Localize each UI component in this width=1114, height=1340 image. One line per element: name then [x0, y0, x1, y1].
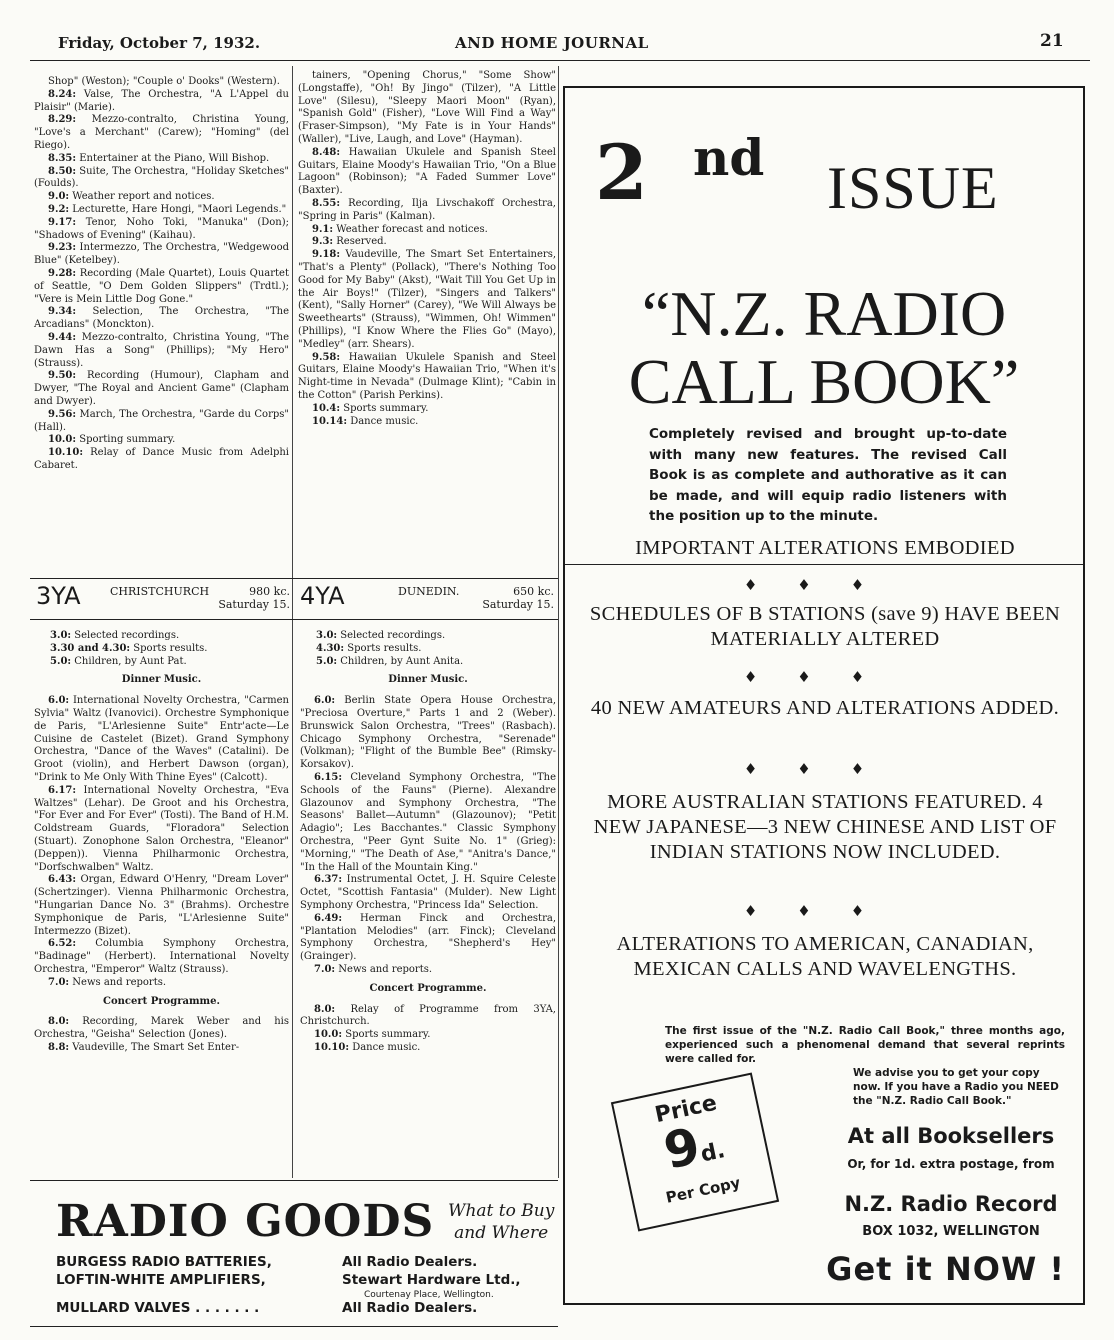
programme-time: 9.50: [48, 370, 77, 382]
programme-text: Intermezzo, The Orchestra, "Wedgewood Blue" (Ketelbey). [34, 242, 289, 267]
journal-title: AND HOME JOURNAL [455, 34, 649, 52]
demand-note: The first issue of the "N.Z. Radio Call Book," three months ago, experienced such a phenomenal demand that several reprints were called for. [665, 1025, 1065, 1065]
dinner-heading: Dinner Music. [121, 674, 202, 686]
programme-text: Weather report and notices. [72, 191, 215, 203]
programme-text: Columbia Symphony Orchestra, "Badinage" (Herbert). International Novelty Orchestra, "Emperor" Waltz (Strauss). [34, 938, 289, 975]
programme-entry [34, 785, 289, 875]
programme-time: 9.3: [312, 236, 334, 248]
programme-time: 8.55: [312, 197, 341, 209]
get-it-now: Get it NOW ! [826, 1250, 1065, 1288]
programme-entry [50, 656, 289, 669]
programme-time: 4.30: [316, 642, 345, 654]
product-loftin-white: LOFTIN-WHITE AMPLIFIERS, [56, 1272, 266, 1288]
programme-entry [316, 630, 556, 643]
programme-time: 8.29: [48, 114, 77, 126]
programme-entry [34, 204, 289, 217]
price-unit: d. [698, 1138, 728, 1168]
column-divider-right [558, 66, 559, 1178]
programme-time: 6.0: [48, 695, 70, 707]
amateurs-text: 40 NEW AMATEURS AND ALTERATIONS ADDED. [590, 697, 1060, 719]
page-number: 21 [1040, 31, 1064, 51]
programme-entry [300, 695, 556, 772]
programme-text: Recording, Marek Weber and his Orchestra, "Geisha" Selection (Jones). [34, 1016, 289, 1041]
programme-text: March, The Orchestra, "Garde du Corps" (Hall). [34, 408, 289, 433]
programme-text: Hawaiian Ukulele Spanish and Steel Guitars, Elaine Moody's Hawaiian Trio, "When it's Night-time in Nevada" (Dulmage Klint); "Cabin in the Cotton" (Parish Perkins). [298, 351, 556, 401]
programme-entry [34, 306, 289, 332]
programme-time: 6.37: [314, 874, 343, 886]
programme-time: 10.0: [314, 1029, 343, 1041]
station-day: Saturday 15. [482, 598, 554, 611]
programme-text: Recording (Humour), Clapham and Dwyer, "The Royal and Ancient Game" (Clapham and Dwyer). [34, 370, 290, 407]
programme-text: Children, by Aunt Anita. [340, 655, 464, 667]
programme-text: Lecturette, Hare Hongi, "Maori Legends." [72, 203, 287, 215]
programme-entry [300, 1029, 556, 1042]
product-burgess: BURGESS RADIO BATTERIES, [56, 1254, 272, 1270]
programme-text: Children, by Aunt Pat. [74, 655, 187, 667]
programme-entry [300, 1042, 556, 1055]
programme-entry [34, 447, 289, 473]
programme-time: 9.56: [48, 408, 77, 420]
station-city: DUNEDIN. [398, 585, 460, 598]
programme-entry [298, 147, 556, 198]
programme-entry [34, 242, 289, 268]
programme-time: 3.0: [316, 630, 338, 641]
programme-text: Selection, The Orchestra, "The Arcadians" (Monckton). [34, 306, 289, 331]
programme-time: 8.8: [48, 1041, 70, 1053]
programme-text: News and reports. [72, 976, 167, 988]
station-frequency: 650 kc. [513, 585, 554, 598]
programme-text: tainers, "Opening Chorus," "Some Show" (Longstaffe), "Oh! By Jingo" (Tilzer), "A Little Love" (Silesu), "Sleepy Maori Moon" (Ryan), "Spanish Gold" (Fisher), "Love Will Find a Way" (Fraser-Simpson), "My Fate is in Your Hands" (Waller), "Live, Laugh, and Love" (Hayman). [298, 70, 556, 145]
programme-text: Berlin State Opera House Orchestra, "Preciosa Overture," Parts 1 and 2 (Weber). Brunswick Salon Orchestra, "Trees" (Rasbach). Chicago Symphony Orchestra, "Serenade" (Volkman); "Flight of the Bumble Bee" (Rimsky-Korsakov). [300, 695, 556, 771]
programme-text: Selected recordings. [340, 630, 446, 641]
programme-text: Selected recordings. [74, 630, 180, 641]
programme-text: Herman Finck and Orchestra, "Plantation Melodies" (arr. Finck); Cleveland Symphony Orchestra, "Shepherd's Hey" (Grainger). [300, 912, 556, 963]
station-4ya-heading [300, 582, 556, 612]
programme-text: Reserved. [336, 236, 387, 248]
programme-time: 9.1: [312, 223, 334, 235]
programme-text: Mezzo-contralto, Christina Young, "Love's a Merchant" (Carew); "Homing" (del Riego). [34, 114, 289, 151]
schedules-text: SCHEDULES OF B STATIONS (save 9) HAVE BEEN MATERIALLY ALTERED [589, 603, 1061, 650]
programme-text: Recording (Male Quartet), Louis Quartet of Seattle, "O Dem Golden Slippers" (Trdtl.); "Vere is Mein Little Dog Gone." [34, 267, 289, 305]
radio-goods-tagline [448, 1200, 554, 1244]
programme-entry [34, 1016, 289, 1042]
programme-entry [316, 656, 556, 669]
programme-time: 9.44: [48, 331, 77, 343]
programme-text: Shop" (Weston); "Couple o' Dooks" (Western). [48, 76, 280, 87]
programme-text: Vaudeville, The Smart Set Enter- [72, 1041, 240, 1053]
programme-time: 8.50: [48, 165, 77, 177]
price-tag [611, 1072, 779, 1231]
programme-text: Organ, Edward O'Henry, "Dream Lover" (Schertzinger). Vienna Philharmonic Orchestra, "Hungarian Dance No. 3" (Brahms). Orchestre Symphonique de Paris, "L'Arlesienne Suite" Intermezzo (Bizet). [34, 874, 289, 937]
programme-time: 8.35: [48, 152, 77, 164]
programme-text: Sporting summary. [79, 434, 176, 446]
programme-entry [34, 89, 289, 115]
dealer-all-radio: All Radio Dealers. [342, 1300, 478, 1316]
programme-time: 8.0: [314, 1003, 336, 1015]
programme-entry [34, 217, 289, 243]
programme-entry [34, 153, 289, 166]
postage-note: Or, for 1d. extra postage, from [847, 1157, 1055, 1171]
programme-entry [34, 977, 289, 990]
programme-time: 10.0: [48, 434, 77, 446]
dealer-stewart-hardware: Stewart Hardware Ltd., [342, 1272, 521, 1288]
programme-time: 9.17: [48, 216, 77, 228]
programme-text: Cleveland Symphony Orchestra, "The Schools of the Fauns" (Pierne). Alexandre Glazounov and Symphony Orchestra, "The Seasons' Ballet—Autumn" (Glazounov); "Petit Adagio"; Les Bacchantes." Classic Symphony Orchestra, "Peer Gynt Suite No. 1" (Grieg): "Morning," "The Death of Ase," "Anitra's Dance," "In the Hall of the Mountain King." [300, 771, 556, 873]
product-mullard: MULLARD VALVES . . . . . . . [56, 1300, 260, 1316]
diamond-divider: ♦♦♦ [743, 576, 905, 594]
diamond-divider: ♦♦♦ [743, 668, 905, 686]
programme-entry [34, 76, 289, 89]
call-book-description: Completely revised and brought up-to-date with many new features. The revised Call Book is as complete and authorative as it can be made, and will equip radio listeners with the position up to the minute. [649, 426, 1007, 524]
concert-heading: Concert Programme. [369, 982, 487, 994]
station-rule-top [30, 578, 558, 579]
issue-date: Friday, October 7, 1932. [58, 34, 261, 52]
programme-entry [300, 1004, 556, 1030]
programme-time: 10.10: [314, 1041, 350, 1053]
programme-text: Valse, The Orchestra, "A L'Appel du Plaisir" (Marie). [34, 88, 289, 113]
programme-entry [34, 874, 289, 938]
tagline-line: What to Buy [448, 1201, 555, 1221]
programme-time: 6.15: [314, 771, 343, 783]
programme-time: 6.49: [314, 912, 343, 924]
page-header [0, 31, 1114, 56]
programme-entry [298, 249, 556, 351]
programme-time: 6.17: [48, 784, 77, 796]
programme-time: 3.30 and 4.30: [50, 642, 131, 654]
column-2-top [298, 70, 556, 428]
programme-text: Sports summary. [343, 402, 429, 414]
advice-note: We advise you to get your copy now. If you have a Radio you NEED the "N.Z. Radio Call Book." [853, 1067, 1059, 1107]
programme-time: 9.2: [48, 203, 70, 215]
station-day: Saturday 15. [218, 598, 290, 611]
publisher-box: BOX 1032, WELLINGTON [862, 1224, 1040, 1239]
programme-entry [34, 434, 289, 447]
programme-text: Suite, The Orchestra, "Holiday Sketches" (Foulds). [34, 165, 289, 190]
programme-entry [34, 114, 289, 152]
programme-time: 9.0: [48, 191, 70, 203]
programme-time: 5.0: [50, 655, 72, 667]
programme-text: Sports results. [133, 642, 208, 654]
bottom-rule [30, 1326, 558, 1327]
programme-time: 8.48: [312, 146, 341, 158]
programme-time: 10.10: [48, 447, 84, 459]
radio-goods-advert [30, 1194, 560, 1320]
important-alterations: IMPORTANT ALTERATIONS EMBODIED [635, 537, 1015, 559]
programme-text: Mezzo-contralto, Christina Young, "The Dawn Has a Song" (Phillips); "My Hero" (Strauss). [34, 331, 290, 369]
dinner-heading: Dinner Music. [388, 674, 468, 686]
programme-time: 8.0: [48, 1016, 70, 1028]
programme-time: 10.14: [312, 415, 348, 427]
diamond-divider: ♦♦♦ [743, 760, 905, 778]
ordinal-suffix: nd [693, 128, 765, 187]
programme-entry [298, 403, 556, 416]
ordinal-number: 2 [595, 128, 648, 217]
programme-text: Relay of Dance Music from Adelphi Cabaret. [34, 447, 289, 471]
programme-text: Vaudeville, The Smart Set Entertainers, "That's a Plenty" (Pollack), "There's Nothing Too Good for My Baby" (Akst), "Wait Till You Get Up in the Air Boys!" (Tilzer), "Singers and Talkers" (Kent), "Sally Horner" (Carey), "We Will Always be Sweethearts" (Strauss), "Wimmen, Oh! Wimmen" (Phillips), "I Know Where the Flies Go" (Mayo), "Medley" (arr. Shears). [298, 249, 557, 350]
programme-text: Tenor, Noho Toki, "Manuka" (Don); "Shadows of Evening" (Kaihau). [34, 216, 289, 241]
programme-entry [298, 416, 556, 429]
price-value: 9 [658, 1116, 706, 1181]
programme-entry [298, 70, 556, 147]
programme-entry [34, 166, 289, 192]
programme-text: International Novelty Orchestra, "Carmen Sylvia" Waltz (Ivanovici). Orchestre Symphonique de Paris, "L'Arlesienne Suite" Entr'acte—Le Cuisine de Castelet (Bizet). Grand Symphony Orchestra, "Dance of the Waves" (Catalini). De Groot (violin), and Herbert Dawson (organ), "Drink to Me Only With Thine Eyes" (Calcott). [34, 695, 289, 783]
publisher-name: N.Z. Radio Record [844, 1192, 1058, 1216]
programme-time: 9.58: [312, 351, 341, 363]
programme-text: Dance music. [352, 1041, 421, 1053]
programme-text: Weather forecast and notices. [336, 223, 488, 235]
station-frequency: 980 kc. [249, 585, 290, 598]
programme-entry [298, 198, 556, 224]
programme-text: Recording, Ilja Livschakoff Orchestra, "Spring in Paris" (Kalman). [298, 197, 556, 222]
programme-entry [298, 352, 556, 403]
concert-heading: Concert Programme. [103, 995, 220, 1007]
station-3ya-heading [36, 582, 292, 612]
programme-entry [298, 224, 556, 237]
programme-text: Hawaiian Ukulele and Spanish Steel Guitars, Elaine Moody's Hawaiian Trio, "On a Blue Lagoon" (Robinson); "A Faded Summer Love" (Baxter). [298, 146, 556, 197]
programme-time: 9.18: [312, 249, 341, 261]
programme-time: 9.34: [48, 306, 77, 318]
programme-time: 7.0: [48, 976, 70, 988]
station-code: 3YA [36, 582, 81, 610]
programme-entry [300, 772, 556, 874]
programme-time: 9.28: [48, 267, 77, 279]
programme-time: 8.24: [48, 88, 77, 100]
programme-time: 10.4: [312, 402, 341, 414]
column-divider [292, 66, 293, 1178]
programme-entry [34, 409, 289, 435]
programme-time: 6.52: [48, 938, 77, 950]
programme-entry [34, 332, 289, 370]
station-code: 4YA [300, 582, 345, 610]
programme-text: International Novelty Orchestra, "Eva Waltzes" (Lehar). De Groot and his Orchestra, "For Ever and For Ever" (Tosti). The Band of H.M. Coldstream Guards, "Floradora" Selection (Stuart). Zonophone Salon Orchestra, "Eleanor" (Deppen)). Vienna Philharmonic Orchestra, "Dorfschwalben" Waltz. [34, 784, 289, 873]
programme-time: 6.43: [48, 874, 77, 886]
programme-entry [50, 630, 289, 643]
issue-heading: ISSUE [827, 155, 999, 221]
programme-time: 6.0: [314, 695, 336, 707]
programme-time: 7.0: [314, 963, 336, 975]
station-rule-bottom [30, 619, 558, 620]
programme-text: Sports summary. [345, 1029, 431, 1041]
call-book-advert [563, 86, 1085, 1305]
programme-entry [34, 695, 289, 785]
programme-entry [34, 938, 289, 976]
tagline-line: and Where [454, 1223, 549, 1243]
radio-goods-headline: RADIO GOODS [56, 1196, 435, 1247]
programme-entry [300, 964, 556, 977]
programme-entry [50, 643, 289, 656]
programme-text: Entertainer at the Piano, Will Bishop. [79, 152, 270, 164]
column-1-bottom [34, 630, 289, 1055]
station-city: CHRISTCHURCH [110, 585, 210, 598]
radio-goods-rule [30, 1180, 558, 1181]
programme-entry [298, 236, 556, 249]
programme-entry [34, 191, 289, 204]
programme-entry [300, 874, 556, 912]
column-1-top [34, 76, 289, 473]
wavelength-alterations-text: ALTERATIONS TO AMERICAN, CANADIAN, MEXICAN CALLS AND WAVELENGTHS. [616, 933, 1034, 980]
price-label: Price [652, 1090, 720, 1129]
programme-text: Relay of Programme from 3YA, Christchurch. [300, 1003, 556, 1028]
programme-entry [34, 268, 289, 306]
dealer-address: Courtenay Place, Wellington. [364, 1290, 494, 1300]
programme-text: Sports results. [347, 642, 422, 654]
call-book-title-line1: “N.Z. RADIO [641, 278, 1007, 349]
programme-entry [316, 643, 556, 656]
programme-time: 5.0: [316, 655, 338, 667]
programme-text: News and reports. [338, 963, 433, 975]
programme-time: 9.23: [48, 242, 77, 254]
programme-entry [34, 370, 289, 408]
programme-entry [300, 913, 556, 964]
diamond-divider: ♦♦♦ [743, 902, 905, 920]
dealer-all-radio: All Radio Dealers. [342, 1254, 478, 1270]
at-all-booksellers: At all Booksellers [847, 1124, 1055, 1148]
programme-text: Instrumental Octet, J. H. Squire Celeste Octet, "Scottish Fantasia" (Mulder). New Light Symphony Orchestra, "Princess Ida" Selection. [300, 874, 557, 911]
column-2-bottom [300, 630, 556, 1055]
more-stations-text: MORE AUSTRALIAN STATIONS FEATURED. 4 NEW JAPANESE—3 NEW CHINESE AND LIST OF INDIAN STATIONS NOW INCLUDED. [593, 791, 1057, 863]
price-per-copy: Per Copy [664, 1173, 742, 1207]
header-rule [30, 60, 1090, 61]
programme-entry [34, 1042, 289, 1055]
ad-divider-line [565, 564, 1083, 565]
call-book-title-line2: CALL BOOK” [628, 346, 1020, 417]
programme-time: 3.0: [50, 630, 72, 641]
programme-text: Dance music. [350, 415, 419, 427]
